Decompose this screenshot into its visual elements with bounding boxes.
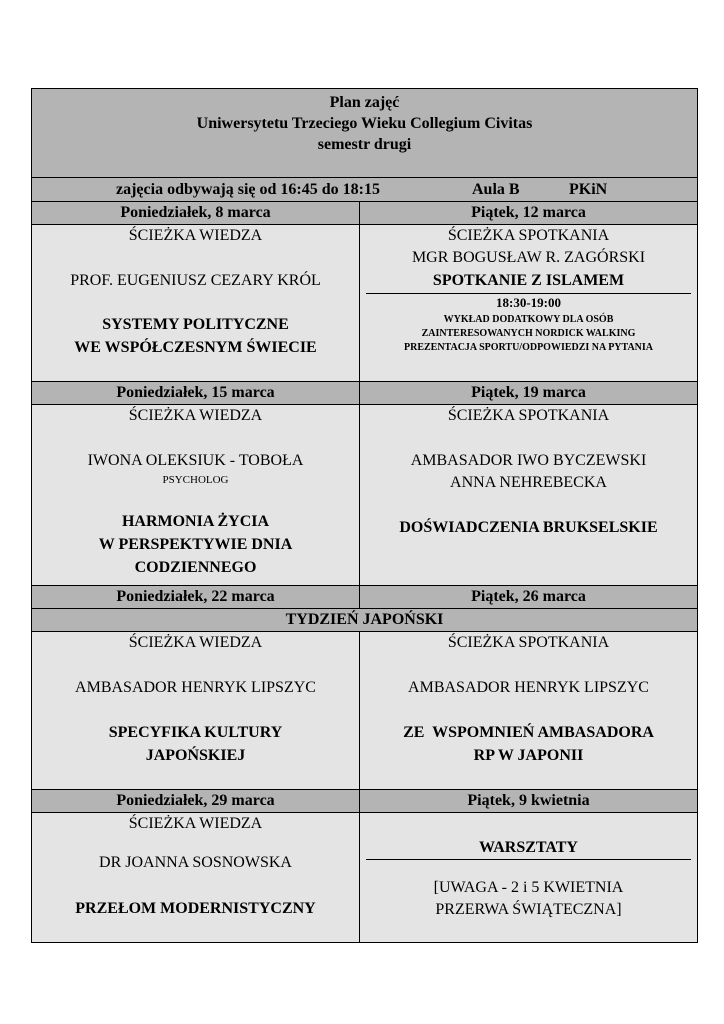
- date-row: [31, 586, 698, 609]
- speaker-name: IWONA OLEKSIUK - TOBOŁA: [87, 452, 304, 469]
- title-line: Uniwersytetu Trzeciego Wieku Collegium Civitas: [196, 115, 533, 132]
- speaker-name: AMBASADOR HENRYK LIPSZYC: [75, 679, 316, 696]
- topic-title: DOŚWIADCZENIA BRUKSELSKIE: [399, 519, 658, 536]
- date-friday: Piątek, 12 marca: [471, 204, 586, 221]
- date-monday: Poniedziałek, 29 marca: [32, 790, 360, 812]
- topic-title: PRZEŁOM MODERNISTYCZNY: [75, 900, 316, 917]
- title-line: Plan zajęć: [329, 94, 400, 111]
- friday-session: [360, 813, 697, 942]
- date-monday: Poniedziałek, 15 marca: [32, 382, 360, 404]
- extra-note: WYKŁAD DODATKOWY DLA OSÓB: [443, 314, 614, 325]
- hours-row: [31, 178, 698, 202]
- place-text: PKiN: [569, 181, 608, 198]
- speaker-name: PROF. EUGENIUSZ CEZARY KRÓL: [70, 272, 321, 289]
- date-monday: Poniedziałek, 8 marca: [32, 202, 360, 224]
- week-content: [31, 632, 698, 790]
- speaker-name: AMBASADOR IWO BYCZEWSKI: [410, 452, 647, 469]
- extra-note: ZAINTERESOWANYCH NORDICK WALKING: [421, 328, 636, 339]
- note-text: PRZERWA ŚWIĄTECZNA]: [435, 901, 622, 918]
- track-label: ŚCIEŻKA WIEDZA: [128, 634, 263, 651]
- week-content: [31, 225, 698, 382]
- divider: [366, 859, 691, 860]
- topic-title: WARSZTATY: [479, 839, 578, 856]
- track-label: ŚCIEŻKA WIEDZA: [128, 407, 263, 424]
- speaker-role: PSYCHOLOG: [162, 474, 229, 486]
- speaker-name: MGR BOGUSŁAW R. ZAGÓRSKI: [411, 249, 646, 266]
- track-label: ŚCIEŻKA WIEDZA: [128, 227, 263, 244]
- date-friday: Piątek, 19 marca: [471, 384, 586, 401]
- track-label: ŚCIEŻKA WIEDZA: [128, 815, 263, 832]
- date-row: [31, 202, 698, 225]
- week-content: [31, 405, 698, 586]
- topic-title: ZE WSPOMNIEŃ AMBASADORA: [403, 724, 654, 741]
- topic-title: CODZIENNEGO: [134, 559, 257, 576]
- room-text: Aula B: [472, 181, 520, 198]
- friday-session: [360, 405, 697, 585]
- date-friday: Piątek, 9 kwietnia: [467, 792, 590, 809]
- monday-session: [32, 405, 360, 585]
- week-banner: TYDZIEŃ JAPOŃSKI: [31, 609, 698, 632]
- date-monday: Poniedziałek, 22 marca: [32, 586, 360, 608]
- topic-title: SYSTEMY POLITYCZNE: [102, 316, 289, 333]
- topic-title: SPOTKANIE Z ISLAMEM: [432, 272, 625, 289]
- topic-title: HARMONIA ŻYCIA: [121, 513, 270, 530]
- divider: [366, 293, 691, 294]
- title-line: semestr drugi: [317, 136, 412, 153]
- date-row: [31, 790, 698, 813]
- extra-time: 18:30-19:00: [496, 295, 561, 310]
- schedule-sheet: [31, 88, 698, 943]
- date-row: [31, 382, 698, 405]
- week-content: [31, 813, 698, 943]
- monday-session: [32, 813, 360, 942]
- track-label: ŚCIEŻKA SPOTKANIA: [447, 407, 610, 424]
- hours-text: zajęcia odbywają się od 16:45 do 18:15: [116, 181, 380, 198]
- schedule-title: [31, 88, 698, 178]
- speaker-name: AMBASADOR HENRYK LIPSZYC: [408, 679, 649, 696]
- topic-title: JAPOŃSKIEJ: [145, 747, 246, 764]
- topic-title: RP W JAPONII: [473, 747, 584, 764]
- topic-title: WE WSPÓŁCZESNYM ŚWIECIE: [74, 339, 317, 356]
- speaker-name: DR JOANNA SOSNOWSKA: [99, 854, 292, 871]
- friday-session: [360, 632, 697, 789]
- friday-session: [360, 225, 697, 381]
- track-label: ŚCIEŻKA SPOTKANIA: [447, 227, 610, 244]
- track-label: ŚCIEŻKA SPOTKANIA: [447, 634, 610, 651]
- extra-note: PREZENTACJA SPORTU/ODPOWIEDZI NA PYTANIA: [403, 342, 654, 353]
- monday-session: [32, 225, 360, 381]
- topic-title: SPECYFIKA KULTURY: [108, 724, 283, 741]
- note-text: [UWAGA - 2 i 5 KWIETNIA: [433, 879, 624, 896]
- monday-session: [32, 632, 360, 789]
- speaker-name: ANNA NEHREBECKA: [450, 474, 607, 491]
- date-friday: Piątek, 26 marca: [471, 588, 586, 605]
- topic-title: W PERSPEKTYWIE DNIA: [98, 536, 293, 553]
